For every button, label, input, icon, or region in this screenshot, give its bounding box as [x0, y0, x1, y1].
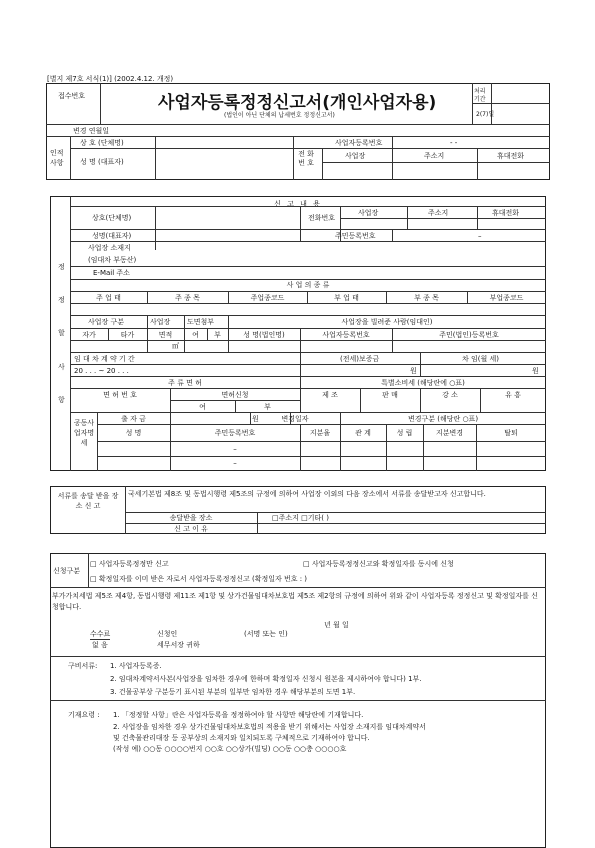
- lessor-label: (임대차 부동산): [88, 256, 137, 264]
- change-date-label-2: 변경일자: [281, 415, 309, 423]
- deposit-label: (전세)보증금: [340, 355, 380, 363]
- note-item-2: 2. 사업장을 임차한 경우 상가건물임대차보호법의 적용을 받기 위해서는 사업장 소재지를 임대차계약서: [113, 723, 426, 731]
- floor-area-label: 도면첨부: [187, 318, 215, 326]
- notes-label: 기재요령 :: [68, 711, 100, 719]
- mobile-label-2: 휴대전화: [492, 209, 520, 217]
- workplace-label: 사업장: [345, 152, 366, 160]
- fee-label: 수수료: [90, 630, 111, 638]
- corp-no-label: 주민(법인)등록번호: [439, 331, 499, 339]
- content-header: 신 고 내 용: [274, 200, 322, 208]
- rent-from-label: 사업장을 빌려준 사람(임대인): [341, 318, 433, 326]
- change-kind-label: 변경구분 (해당란 ○표): [407, 415, 479, 423]
- license-yes: 여: [199, 403, 206, 411]
- license-no-label: 면 허 번 호: [103, 391, 137, 399]
- resident-no-dash: –: [478, 232, 482, 240]
- main-item-label: 주 종 목: [175, 294, 200, 302]
- apply-kind-label: 신청구분: [53, 567, 81, 575]
- sub-type-label: 부 업 태: [334, 294, 359, 302]
- doc-item-2: 2. 임대차계약서사본(사업장을 임차한 경우에 한하며 확정일자 신청시 원본을 제시하여야 합니다) 1부.: [110, 675, 422, 683]
- side-label-1: 정: [58, 263, 65, 271]
- bar-label: 강 소: [442, 391, 458, 399]
- delivery-address-options[interactable]: □주소지 □기타( ): [272, 514, 329, 522]
- joint-name-label: 성 명: [125, 429, 142, 437]
- capital-label: 출 자 금: [121, 415, 146, 423]
- monthly-label: 차 임(월 세): [462, 355, 499, 363]
- delivery-place-label: 송달받을 장소: [169, 514, 213, 522]
- biz-kind-header: 사 업 의 종 류: [286, 281, 330, 289]
- note-item-1: 1. 「정정할 사항」란은 사업자등록을 정정하여야 할 사항만 해당란에 기재합니다.: [113, 711, 364, 719]
- license-apply-label: 면허신청: [221, 391, 249, 399]
- form-code: [별지 제7호 서식(1)] (2002.4.12. 개정): [47, 75, 174, 83]
- area-label: 면적: [158, 331, 173, 339]
- apply-option-1[interactable]: □ 사업자등록정정만 신고: [90, 560, 169, 568]
- lease-dates: 20 . . . ~ 20 . . .: [74, 367, 129, 375]
- doc-item-1: 1. 사업자등록증.: [110, 662, 162, 670]
- delivery-desc: 국세기본법 제8조 및 동법시행령 제5조의 규정에 의하여 사업장 이외의 다음 장소에서 서류를 송달받고자 신고합니다.: [128, 490, 486, 498]
- lease-period-label: 임 대 차 계 약 기 간: [74, 355, 135, 363]
- lessor-biz-no-label: 사업자등록번호: [322, 331, 370, 339]
- no-label: 부: [214, 331, 221, 339]
- change-date-label: 변경 연월일: [73, 127, 110, 135]
- mobile-label: 휴대전화: [497, 152, 525, 160]
- special-tax-label: 특별소비세 (해당란에 ○표): [381, 379, 465, 387]
- joint-label: 공동사업자명세: [73, 419, 95, 447]
- receipt-no-label: 접수번호: [58, 92, 86, 100]
- share-change-label: 지분변경: [435, 429, 464, 437]
- establish-label: 성 립: [396, 429, 413, 437]
- lessor-name-label: 성 명(법인명): [243, 331, 285, 339]
- workplace-label-2: 사업장: [358, 209, 379, 217]
- phone-no-label: 전 화 번 호: [298, 150, 314, 167]
- main-type-label: 주 업 태: [96, 294, 121, 302]
- biz-reg-no-dash: - -: [450, 139, 458, 147]
- apply-option-3[interactable]: □ 확정일자를 이미 받은 자로서 사업자등록정정신고 (확정일자 번호 : ): [90, 575, 308, 583]
- side-label-4: 사: [58, 363, 65, 371]
- fee-none: 없 음: [92, 641, 108, 649]
- sign-label: (서명 또는 인): [244, 630, 288, 638]
- sale-label: 판 매: [382, 391, 398, 399]
- sub-code-label: 부업종코드: [489, 294, 524, 302]
- trade-name-label: 상 호 (단체명): [80, 139, 124, 147]
- own-label: 자가: [82, 331, 96, 339]
- side-label-2: 정: [58, 296, 65, 304]
- note-item-3: 및 건축물관리대장 등 공부상의 소재지와 일치되도록 구체적으로 기재하여야 합니다.: [113, 734, 370, 742]
- processing-period-label: 처리기간: [474, 88, 486, 103]
- address-label: 주소지: [424, 152, 445, 160]
- email-label: E-Mail 주소: [93, 269, 130, 277]
- doc-item-3: 3. 건물공부상 구분등기 표시된 부분의 일부만 임차한 경우 해당부분의 도면 1부.: [110, 688, 356, 696]
- other-label: 타가: [120, 331, 135, 339]
- license-no: 부: [264, 403, 271, 411]
- main-code-label: 주업종코드: [250, 294, 285, 302]
- mfg-label: 제 조: [322, 391, 338, 399]
- phone-no-label-2: 전화번호: [308, 214, 336, 222]
- tax-office-to: 세무서장 귀하: [157, 641, 200, 649]
- ent-label: 유 흥: [505, 391, 521, 399]
- joint-dash-1: –: [233, 445, 237, 453]
- page-title: 사업자등록정정신고서(개인사업자용): [158, 93, 437, 113]
- note-item-4: (작성 예) ○○동 ○○○○번지 ○○호 ○○상가(빌딩) ○○동 ○○층 ○○○○호: [113, 745, 347, 753]
- trade-name-label-2: 상호(단체명): [92, 214, 132, 222]
- delivery-reason-label: 신 고 이 유: [174, 525, 208, 533]
- apply-option-2[interactable]: □ 사업자등록정정신고와 확정일자를 동시에 신청: [303, 560, 454, 568]
- person-info-label: 인적사항: [50, 149, 64, 167]
- capital-won: 원: [252, 415, 259, 423]
- license-kind-label: 주 류 면 허: [168, 379, 202, 387]
- side-label-3: 할: [58, 329, 65, 337]
- site-floor-label: 사업장: [150, 318, 171, 326]
- biz-reg-no-label: 사업자등록번호: [335, 139, 383, 147]
- law-text: 부가가치세법 제5조 제4항, 동법시행령 제11조 제1항 및 상가건물임대차보호법 제5조 제2항의 규정에 의하여 위와 같이 사업자등록 정정신고 및 확정일자를 신청합니다.: [52, 592, 538, 611]
- applicant-label: 신청인: [157, 630, 178, 638]
- date-line: 년 월 일: [324, 621, 349, 629]
- site-type-label: 사업장 구분: [88, 318, 125, 326]
- withdraw-label: 탈퇴: [504, 429, 518, 437]
- sub-item-label: 부 종 목: [414, 294, 439, 302]
- sqm-unit: ㎡: [172, 342, 179, 350]
- deposit-won: 원: [410, 367, 417, 375]
- joint-resident-label: 주민등록번호: [214, 429, 256, 437]
- yes-label: 여: [192, 331, 199, 339]
- share-label: 지분율: [309, 429, 331, 437]
- address-label-2: 주소지: [428, 209, 449, 217]
- relation-label: 관 계: [355, 429, 371, 437]
- joint-dash-2: –: [233, 459, 237, 467]
- name-label-2: 성명(대표자): [92, 232, 132, 240]
- processing-days: 2(7)일: [476, 111, 495, 118]
- monthly-won: 원: [532, 367, 539, 375]
- location-label: 사업장 소재지: [88, 244, 131, 252]
- page-subtitle: (법인이 아닌 단체의 납세번호 정정신고서): [224, 112, 335, 119]
- resident-no-label: 주민등록번호: [335, 232, 376, 240]
- side-label-5: 항: [58, 396, 65, 404]
- delivery-label: 서류를 송달 받을 장소 신 고: [57, 492, 119, 510]
- name-label: 성 명 (대표자): [80, 158, 124, 166]
- docs-label: 구비서류:: [68, 662, 98, 670]
